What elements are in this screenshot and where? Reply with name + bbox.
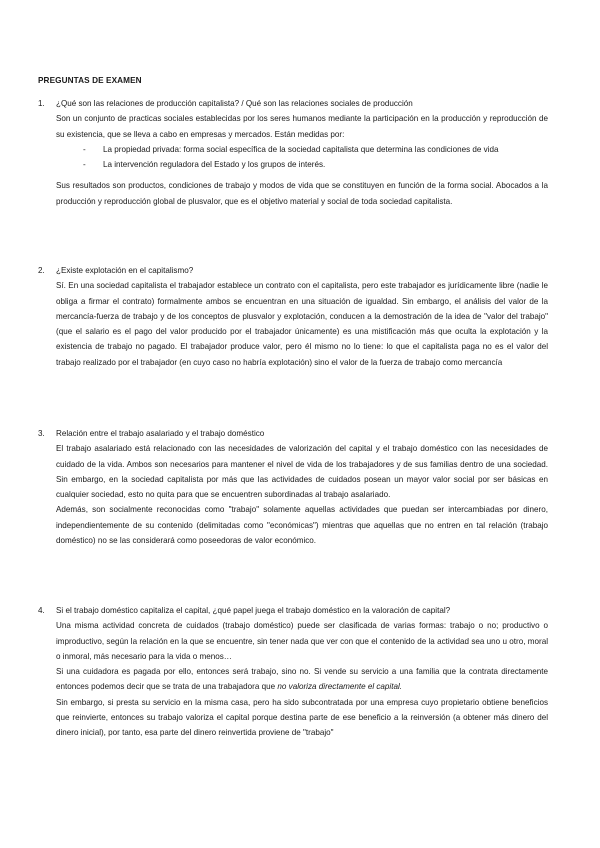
question-number: 1. bbox=[38, 99, 45, 108]
answer-bullet-list bbox=[56, 142, 548, 173]
answer-text: Si una cuidadora es pagada por ello, entonces será trabajo, sino no. Si vende su servicio a una familia que la contrata directamente entonces podemos decir que se trata de una trabajadora que bbox=[56, 667, 548, 692]
question-3-answer bbox=[56, 441, 548, 548]
question-1-answer bbox=[56, 111, 548, 209]
question-3 bbox=[38, 426, 548, 548]
bullet-text: La propiedad privada: forma social específica de la sociedad capitalista que determina las condiciones de vida bbox=[103, 144, 499, 154]
question-number: 3. bbox=[38, 429, 45, 438]
question-2-answer bbox=[56, 278, 548, 370]
question-4-answer bbox=[56, 618, 548, 740]
question-text: Relación entre el trabajo asalariado y el trabajo doméstico bbox=[56, 429, 265, 438]
answer-paragraph: Son un conjunto de practicas sociales establecidas por los seres humanos mediante la participación en la producción y reproducción de su existencia, que se lleva a cabo en empresas y mercados. Están medidas por: bbox=[56, 114, 548, 139]
question-number: 2. bbox=[38, 266, 45, 275]
question-2-heading bbox=[38, 263, 548, 278]
answer-paragraph: Sin embargo, si presta su servicio en la misma casa, pero ha sido subcontratada por una empresa cuyo propietario obtiene beneficios que reinvierte, entonces su trabajo valoriza el capital porque destina parte de ese beneficio a la reinversión (a obtener más dinero del dinero inicial), por tanto, esa parte del dinero reinvertida proviene de "trabajo" bbox=[56, 697, 548, 738]
question-text: ¿Qué son las relaciones de producción capitalista? / Qué son las relaciones sociales de producción bbox=[56, 99, 413, 108]
question-1-heading bbox=[38, 96, 548, 111]
question-2 bbox=[38, 263, 548, 370]
question-text: ¿Existe explotación en el capitalismo? bbox=[56, 266, 194, 275]
question-4-heading bbox=[38, 603, 548, 618]
bullet-item bbox=[56, 142, 548, 157]
question-1 bbox=[38, 96, 548, 209]
answer-paragraph: Además, son socialmente reconocidas como "trabajo" solamente aquellas actividades que puedan ser intercambiadas por dinero, independientemente de su contenido (delimitadas como "económicas") mientras que aquellas que no entren en tal relación (trabajo doméstico) no se las considerará como poseedoras de valor económico. bbox=[56, 505, 548, 546]
bullet-dash-icon: - bbox=[83, 144, 86, 154]
answer-paragraph bbox=[56, 664, 548, 695]
answer-paragraph: Una misma actividad concreta de cuidados (trabajo doméstico) puede ser clasificada de varias formas: trabajo o no; productivo o improductivo, según la relación en la que se encuentre, sin tener nada que ver con que el contenido de la actividad sea uno u otro, moral o inmoral, más necesario para la vida o menos… bbox=[56, 621, 548, 661]
question-number: 4. bbox=[38, 606, 45, 615]
question-3-heading bbox=[38, 426, 548, 441]
document-title: PREGUNTAS DE EXAMEN bbox=[38, 76, 142, 85]
bullet-dash-icon: - bbox=[83, 160, 86, 170]
answer-paragraph: Sí. En una sociedad capitalista el trabajador establece un contrato con el capitalista, pero este trabajador es jurídicamente libre (nadie le obliga a firmar el contrato) formalmente ambos se encuentran en una situación de igualdad. Sin embargo, el análisis del valor de la mercancía-fuerza de trabajo y de los conceptos de plusvalor y explotación, conducen a la demostración de la idea de "valor del trabajo" (que el salario es el pago del valor producido por el trabajador únicamente) es una mistificación más que oculta la explotación y la existencia de trabajo no pagado. El trabajador produce valor, pero él mismo no lo tiene: lo que el capitalista paga no es el valor del trabajo realizado por el trabajador (en cuyo caso no habría explotación) sino el valor de la fuerza de trabajo como mercancía bbox=[56, 281, 548, 367]
bullet-text: La intervención reguladora del Estado y los grupos de interés. bbox=[103, 160, 326, 170]
bullet-item bbox=[56, 157, 548, 172]
answer-emphasis: no valoriza directamente el capital. bbox=[277, 682, 403, 692]
answer-paragraph: Sus resultados son productos, condiciones de trabajo y modos de vida que se constituyen en función de la forma social. Abocados a la producción y reproducción global de plusvalor, que es el objetivo material y social de toda sociedad capitalista. bbox=[56, 181, 548, 206]
question-text: Si el trabajo doméstico capitaliza el capital, ¿qué papel juega el trabajo doméstico en la valoración de capital? bbox=[56, 606, 451, 615]
answer-paragraph: El trabajo asalariado está relacionado con las necesidades de valorización del capital y el trabajo doméstico con las necesidades de cuidado de la vida. Ambos son necesarios para mantener el nivel de vida de los trabajadores y de sus familias dentro de una sociedad. Sin embargo, en la sociedad capitalista por más que las actividades de cuidados posean un mayor valor social por ser básicas en cualquier sociedad, esto no quita para que se encuentren subordinadas al trabajo asalariado. bbox=[56, 444, 548, 500]
question-4 bbox=[38, 603, 548, 741]
